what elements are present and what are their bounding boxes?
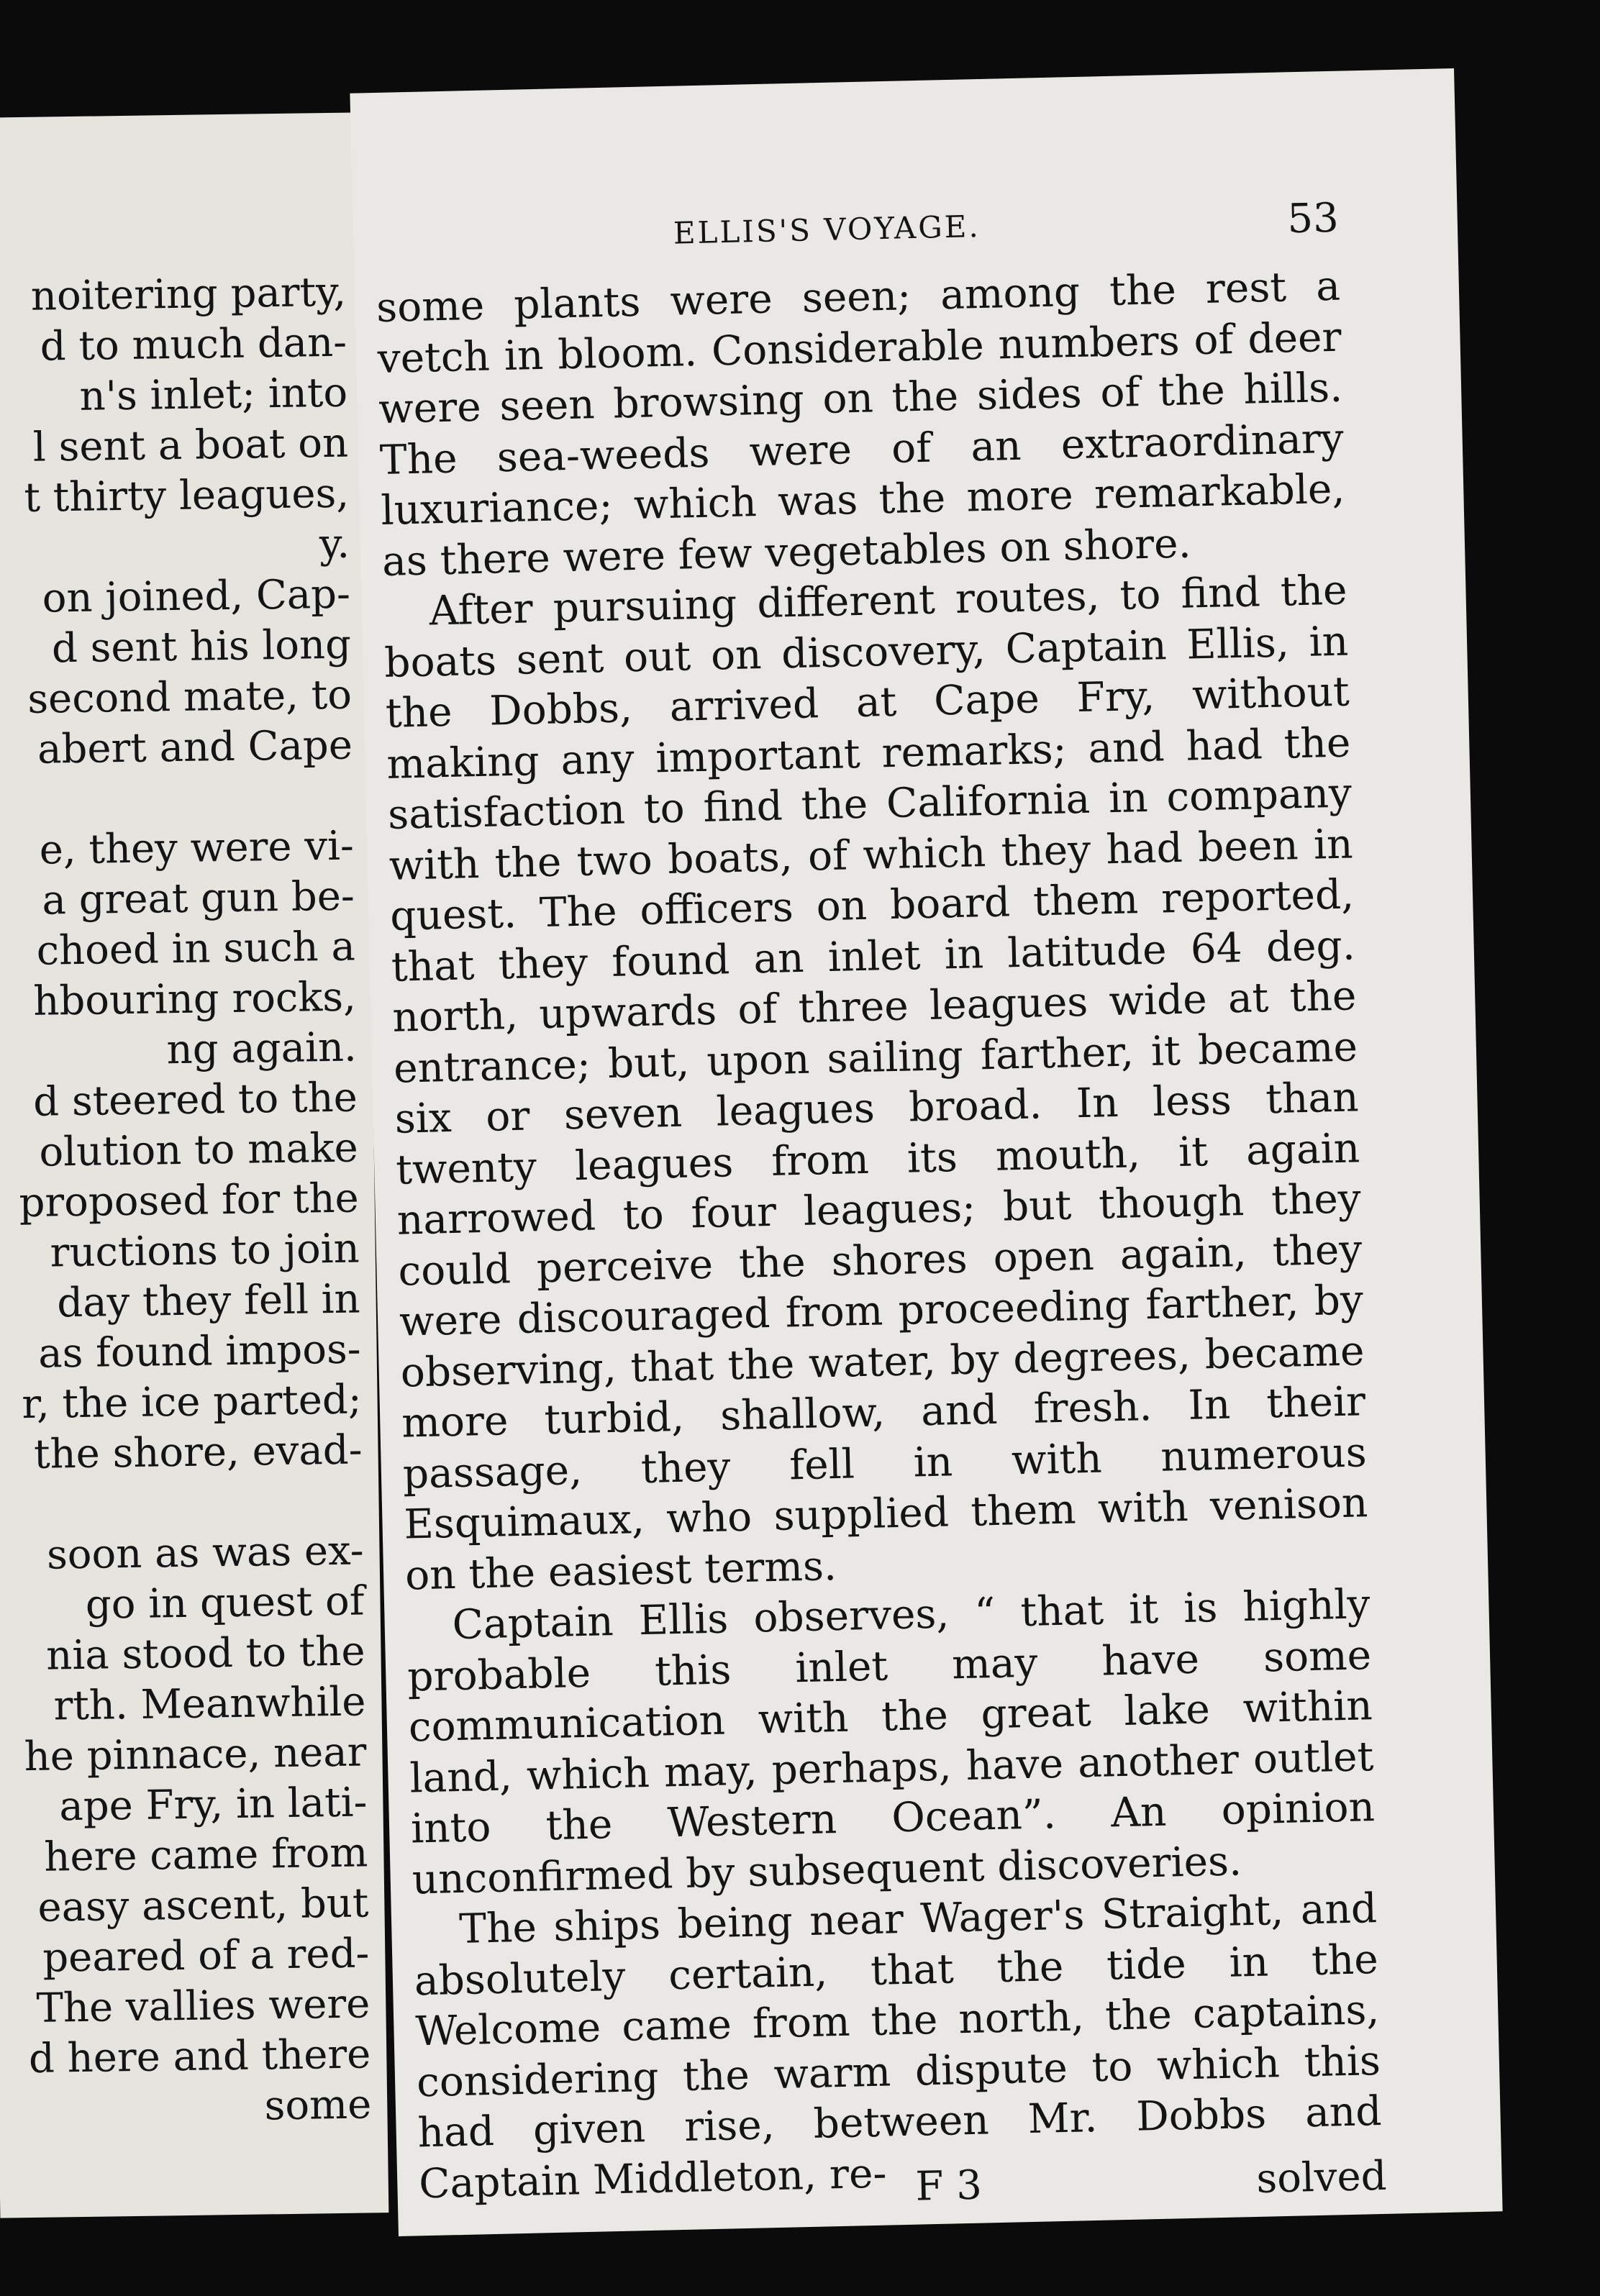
paragraph: Captain Ellis observes, “ that it is highly probable this inlet may have some communication with the great lake within land, which may, perhaps, have another outlet into the Western Ocean”. An opinion unconfirmed by subsequent discoveries. <box>406 1581 1376 1903</box>
left-page-line: hbouring rocks, <box>32 973 357 1025</box>
signature-mark: F 3 <box>914 2161 983 2210</box>
left-page-line: rth. Meanwhile <box>53 1678 366 1730</box>
left-page <box>0 112 388 2218</box>
left-page-line: abert and Cape <box>37 721 353 773</box>
catchword: solved <box>1255 2152 1388 2202</box>
left-page-line: noitering party, <box>30 268 347 320</box>
running-header <box>353 194 1458 273</box>
left-page-line: d to much dan- <box>40 319 347 370</box>
right-page <box>350 68 1502 2236</box>
left-page-line: a great gun be- <box>42 873 355 924</box>
left-page-line: The vallies were <box>36 1980 371 2032</box>
left-page-line: the shore, evad- <box>33 1426 363 1478</box>
left-page-line: he pinnace, near <box>24 1728 367 1781</box>
running-title: ELLIS'S VOYAGE. <box>673 208 981 251</box>
left-page-line: ng again. <box>166 1024 358 1074</box>
left-page-line: go in quest of <box>85 1577 365 1628</box>
left-page-line: as found impos- <box>37 1326 362 1377</box>
left-page-line: d sent his long <box>51 621 352 673</box>
left-page-line: d steered to the <box>32 1074 358 1126</box>
left-page-line: n's inlet; into <box>79 369 348 420</box>
left-page-line: y. <box>319 520 350 568</box>
left-page-line: here came from <box>43 1829 368 1881</box>
paragraph: After pursuing different routes, to find the boats sent out on discovery, Captain Ellis, in the Dobbs, arrived at Cape Fry, without making any important remarks; and had the satisfaction to find the California in company with the two boats, of which they had been in quest. The officers on board them reported, that they found an inlet in latitude 64 deg. north, upwards of three leagues wide at the entrance; but, upon sailing farther, it became six or seven leagues broad. In less than twenty leagues from its mouth, it again narrowed to four leagues; but though they could perceive the shores open again, they were discouraged from proceeding farther, by observing, that the water, by degrees, became more turbid, shallow, and fresh. In their passage, they fell in with numerous Esquimaux, who supplied them with venison on the easiest terms. <box>383 567 1368 1600</box>
left-page-line: olution to make <box>38 1124 359 1176</box>
left-page-line: some <box>264 2081 372 2130</box>
left-page-line: e, they were vi- <box>39 822 355 874</box>
page-number: 53 <box>1286 194 1340 243</box>
left-page-line: easy ascent, but <box>37 1880 369 1931</box>
left-page-line: ape Fry, in lati- <box>58 1779 368 1831</box>
left-page-line: on joined, Cap- <box>42 570 351 622</box>
left-page-line: d here and there <box>28 2031 371 2083</box>
left-page-line: nia stood to the <box>45 1628 365 1680</box>
left-page-line: day they fell in <box>56 1275 361 1327</box>
left-page-line: ructions to join <box>50 1225 360 1277</box>
paragraph: some plants were seen; among the rest a vetch in bloom. Considerable numbers of deer were seen browsing on the sides of the hills. The sea-weeds were of an extraordinary luxuriance; which was the more remarkable, as there were few vegetables on shore. <box>376 263 1345 586</box>
left-page-line: choed in such a <box>36 923 356 975</box>
left-page-line: proposed for the <box>19 1175 360 1227</box>
paragraph: The ships being near Wager's Straight, and absolutely certain, that the tide in the Welcome came from the north, the captains, considering the warm dispute to which this had given rise, between Mr. Dobbs and Captain Middleton, re- <box>414 1885 1383 2208</box>
left-page-line: t thirty leagues, <box>24 470 350 521</box>
body-text <box>376 262 1383 2210</box>
left-page-line: l sent a boat on <box>32 419 349 471</box>
left-page-line: peared of a red- <box>42 1930 370 1982</box>
left-page-line: soon as was ex- <box>46 1527 364 1579</box>
left-page-line: r, the ice parted; <box>21 1376 363 1429</box>
left-page-line: second mate, to <box>27 671 353 723</box>
